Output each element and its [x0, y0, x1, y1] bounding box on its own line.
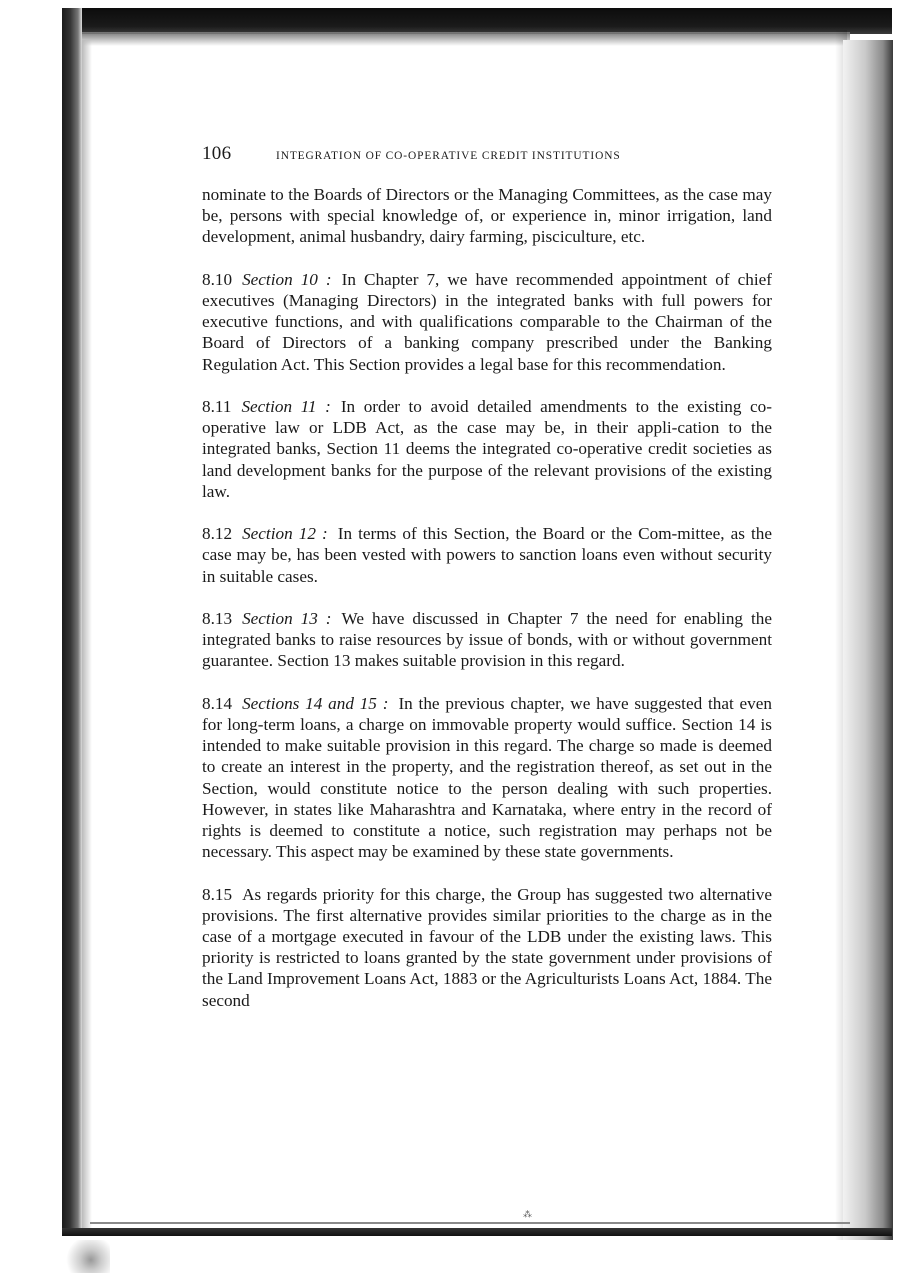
- running-head: [202, 143, 772, 167]
- paragraph-text: In order to avoid detailed amendments to the existing co-operative law or LDB Act, as the case may be, in their appli-cation to the integrated banks, Section 11 deems the integrated co-operative credit societies as land development banks for the purpose of the relevant provisions of the existing law.: [202, 397, 773, 501]
- paragraph-text: In the previous chapter, we have suggested that even for long-term loans, a charge on immovable property would suffice. Section 14 is intended to make suitable provision in this regard. The charge so made is deemed to create an interest in the property, and the registration thereof, as set out in the Section, would constitute notice to the person dealing with such properties. However, in states like Maharashtra and Karnataka, where entry in the record of rights is deemed to constitute a notice, such registration may perhaps not be necessary. This aspect may be examined by these state governments.: [202, 693, 772, 862]
- page-top-shadow: [70, 32, 850, 46]
- scan-artifact-mark: ⁂: [523, 1210, 532, 1220]
- paragraph-number: 8.15: [202, 884, 233, 904]
- page-bottom-edge: [90, 1222, 850, 1224]
- paragraph-text: In terms of this Section, the Board or the Com-mittee, as the case may be, has been vested with powers to sanction loans even without security in suitable cases.: [202, 524, 772, 586]
- body-text: [202, 184, 772, 1032]
- running-title: INTEGRATION OF CO-OPERATIVE CREDIT INSTITUTIONS: [276, 150, 621, 162]
- paragraph-text: We have discussed in Chapter 7 the need for enabling the integrated banks to raise resources by issue of bonds, with or without government guarantee. Section 13 makes suitable provision in this regard.: [202, 609, 772, 671]
- paragraph-8-13: [202, 608, 772, 672]
- paragraph-8-15: [202, 884, 772, 1011]
- section-heading: Section 11 :: [241, 397, 331, 416]
- paragraph-text: In Chapter 7, we have recommended appointment of chief executives (Managing Directors) in the integrated banks with full powers for executive functions, and with qualifications comparable to the Chairman of the Board of Directors of a banking company prescribed under the Banking Regulation Act. This Section provides a legal base for this recommendation.: [202, 269, 772, 374]
- book-binding-left: [62, 8, 82, 1234]
- paragraph-number: 8.12: [202, 524, 233, 544]
- scanner-frame-bottom: [62, 1228, 892, 1236]
- scanner-frame-top: [62, 8, 892, 34]
- section-heading: Sections 14 and 15 :: [242, 693, 389, 713]
- section-heading: Section 12 :: [242, 524, 328, 544]
- paragraph-number: 8.10: [202, 269, 233, 289]
- paragraph-number: 8.14: [202, 693, 233, 713]
- paragraph-number: 8.11: [202, 397, 232, 416]
- paragraph-text: As regards priority for this charge, the Group has suggested two alternative provisions. The first alternative provides similar priorities to the charge as in the case of a mortgage executed in favour of the LDB under the existing laws. This priority is restricted to loans granted by the state government under provisions of the Land Improvement Loans Act, 1883 or the Agriculturists Loans Act, 1884. The second: [202, 884, 772, 1010]
- section-heading: Section 13 :: [242, 609, 332, 628]
- paragraph-8-11: [202, 396, 772, 502]
- gutter-shadow-left: [82, 40, 92, 1230]
- paragraph-number: 8.13: [202, 609, 233, 628]
- section-heading: Section 10 :: [242, 269, 332, 289]
- paragraph-text: nominate to the Boards of Directors or the Managing Committees, as the case may be, persons with special knowledge of, or experience in, minor irrigation, land development, animal husbandry, dairy farming, pisciculture, etc.: [202, 185, 772, 247]
- paragraph-8-10: [202, 269, 772, 375]
- paragraph-8-14: [202, 693, 772, 863]
- paragraph-continued: [202, 184, 772, 248]
- paragraph-8-12: [202, 523, 772, 587]
- scan-artifact-corner: [62, 1240, 110, 1273]
- page-number: 106: [202, 143, 232, 164]
- page-edge-right: [843, 40, 893, 1240]
